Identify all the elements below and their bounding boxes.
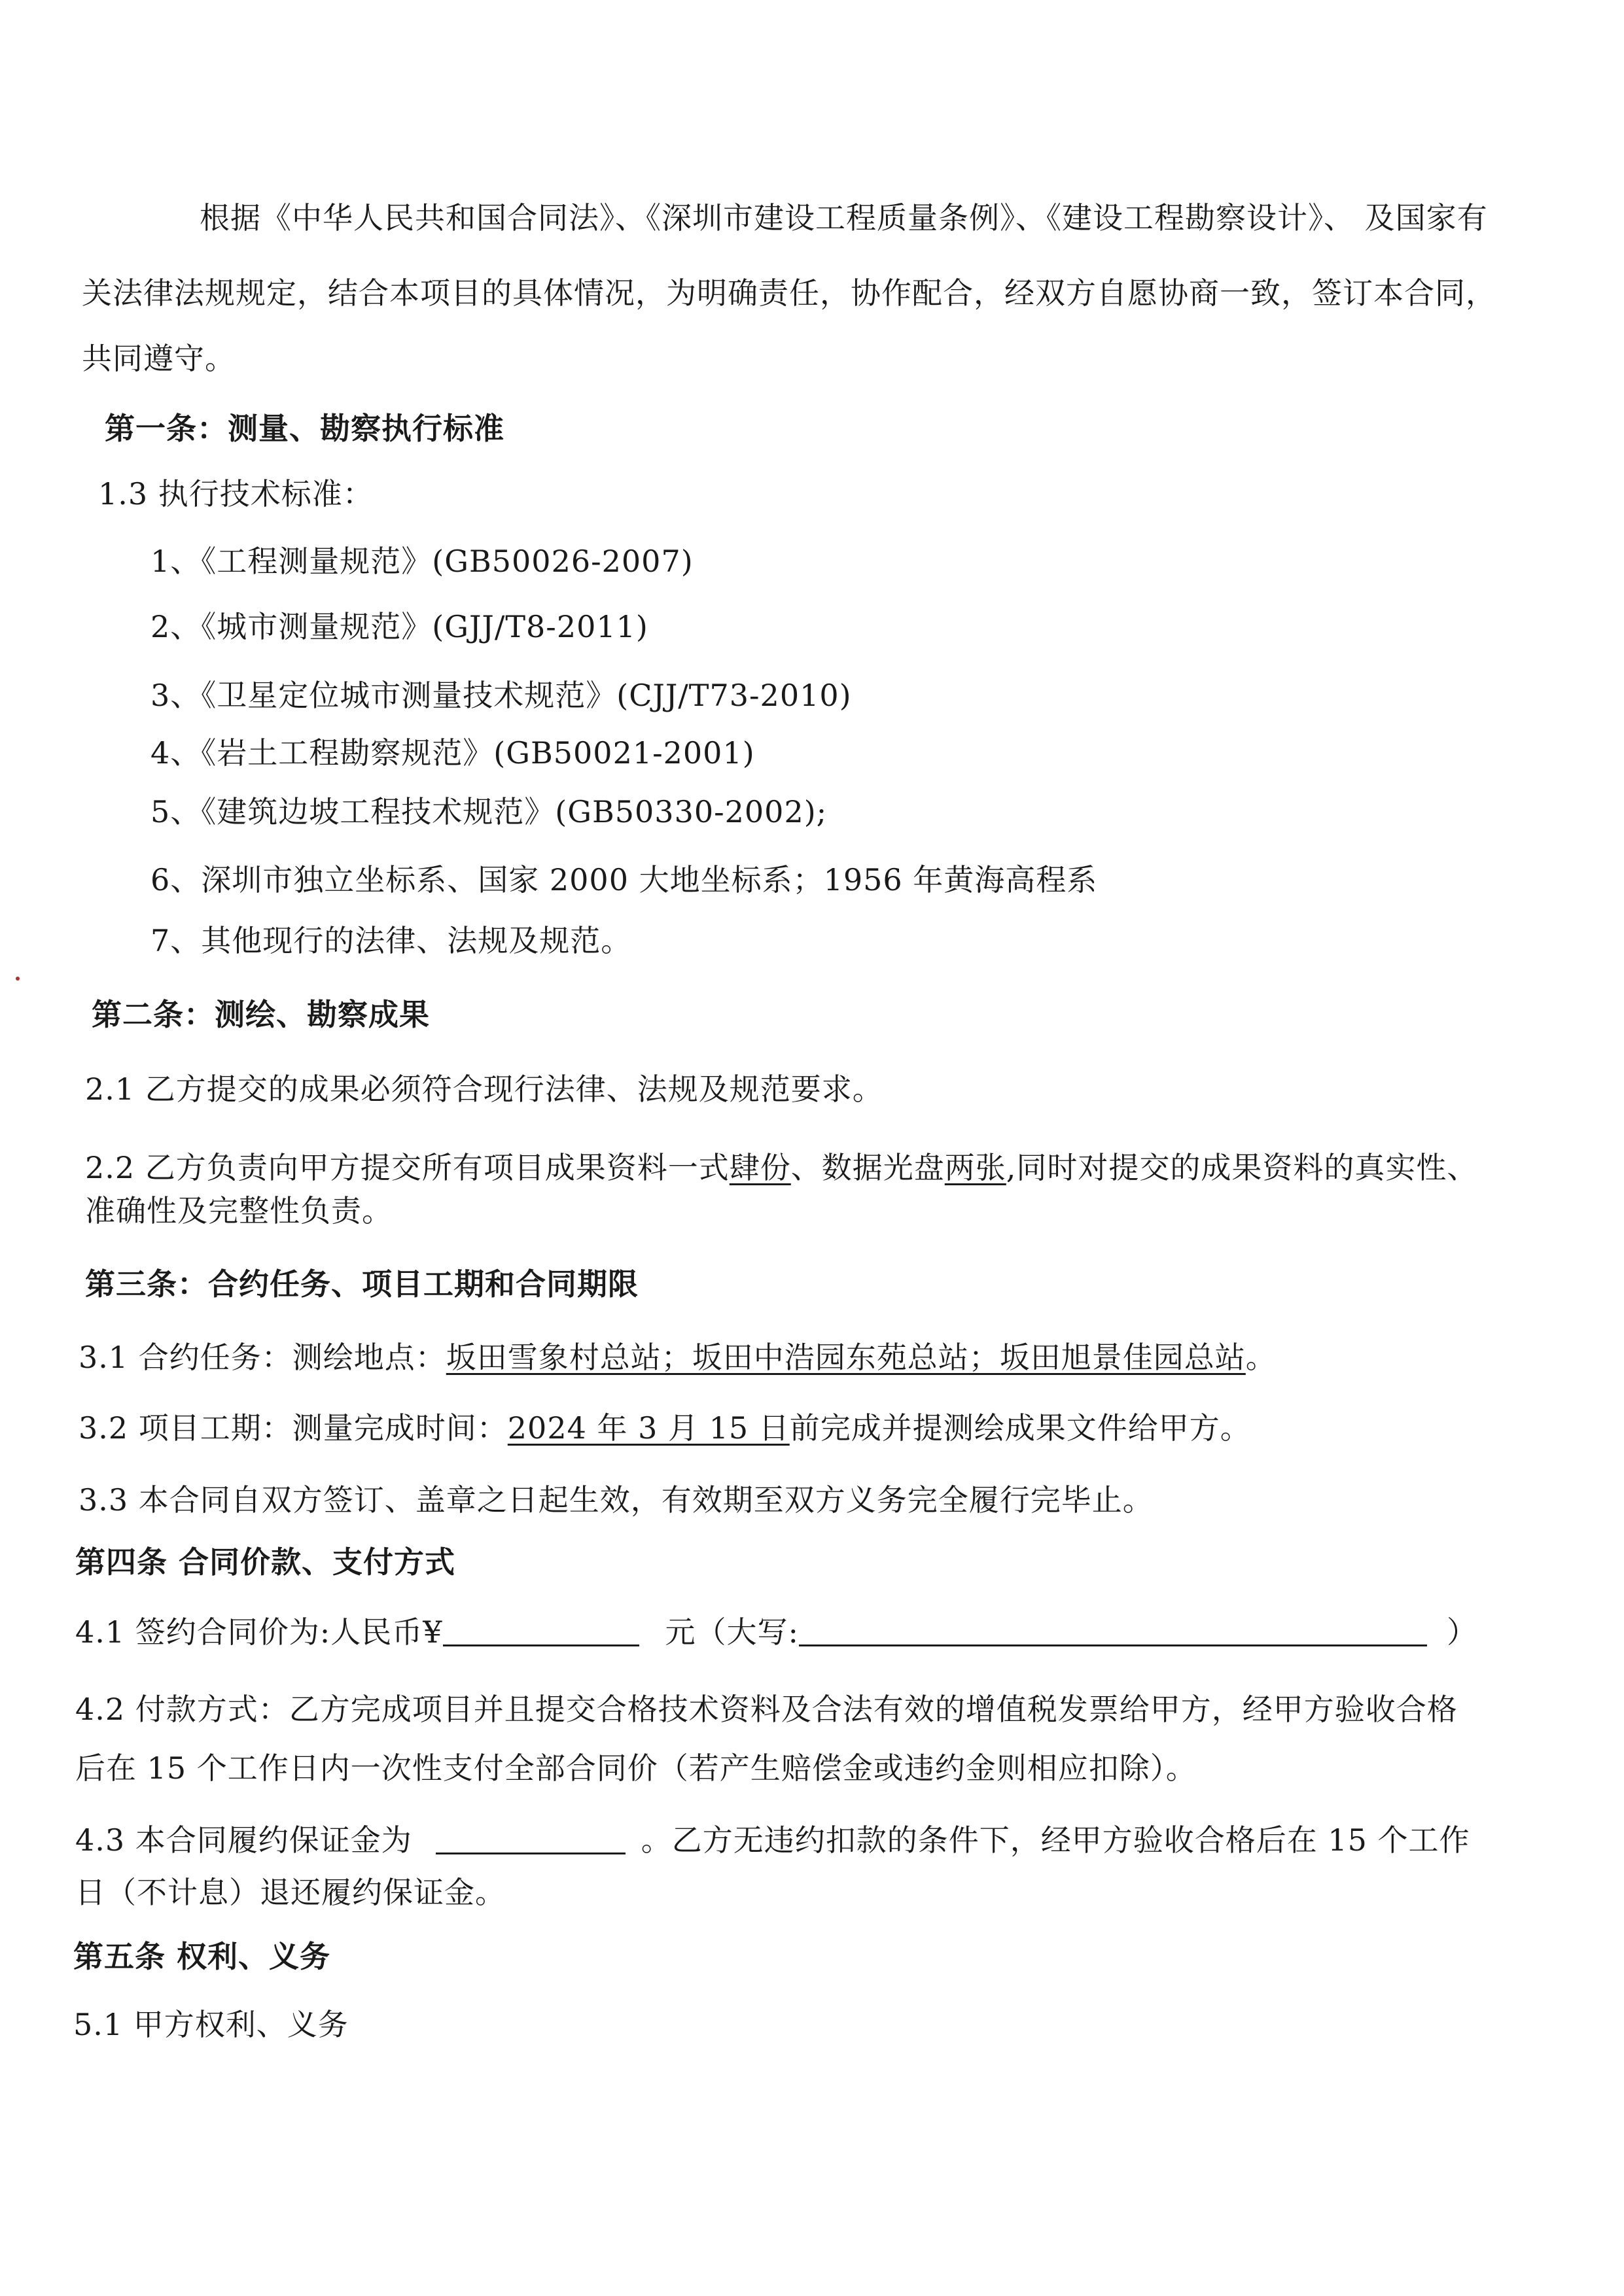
standard-item-1: 1、《工程测量规范》(GB50026-2007) <box>150 544 694 579</box>
clause-3-1: 3.1 合约任务：测绘地点：坂田雪象村总站；坂田中浩园东苑总站；坂田旭景佳园总站。 <box>79 1340 1277 1375</box>
performance-bond-field[interactable] <box>436 1826 626 1854</box>
preamble-line-2: 关法律法规规定，结合本项目的具体情况，为明确责任，协作配合，经双方自愿协商一致，签订本合同， <box>82 275 1496 311</box>
standard-item-2: 2、《城市测量规范》(GJJ/T8-2011) <box>150 609 648 644</box>
article-1-subheading: 1.3 执行技术标准： <box>98 476 374 512</box>
contract-price-words-field[interactable] <box>799 1618 1427 1646</box>
article-5-heading: 第五条 权利、义务 <box>73 1939 331 1974</box>
article-2-heading: 第二条：测绘、勘察成果 <box>92 997 430 1032</box>
copies-count: 肆份 <box>729 1150 791 1185</box>
standard-item-3: 3、《卫星定位城市测量技术规范》(CJJ/T73-2010) <box>150 678 852 713</box>
clause-3-3: 3.3 本合同自双方签订、盖章之日起生效，有效期至双方义务完全履行完毕止。 <box>79 1482 1154 1518</box>
disc-count: 两张 <box>944 1150 1006 1185</box>
clause-2-2-line-2: 准确性及完整性负责。 <box>85 1193 393 1228</box>
scan-speck <box>16 977 20 981</box>
clause-2-2-line-1: 2.2 乙方负责向甲方提交所有项目成果资料一式肆份、数据光盘两张,同时对提交的成果资料的真实性、 <box>85 1150 1478 1185</box>
survey-locations: 坂田雪象村总站；坂田中浩园东苑总站；坂田旭景佳园总站 <box>446 1340 1246 1375</box>
clause-4-3-line-2: 日（不计息）退还履约保证金。 <box>75 1875 506 1910</box>
standard-item-7: 7、其他现行的法律、法规及规范。 <box>150 923 632 958</box>
article-3-heading: 第三条：合约任务、项目工期和合同期限 <box>85 1266 639 1302</box>
preamble-line-1: 根据《中华人民共和国合同法》、《深圳市建设工程质量条例》、《建设工程勘察设计》、 及国家有 <box>200 200 1488 235</box>
clause-5-1: 5.1 甲方权利、义务 <box>73 2007 349 2042</box>
clause-4-2-line-1: 4.2 付款方式：乙方完成项目并且提交合格技术资料及合法有效的增值税发票给甲方，经甲方验收合格 <box>75 1692 1458 1727</box>
article-4-heading: 第四条 合同价款、支付方式 <box>75 1544 456 1580</box>
standard-item-6: 6、深圳市独立坐标系、国家 2000 大地坐标系；1956 年黄海高程系 <box>150 862 1098 897</box>
standard-item-5: 5、《建筑边坡工程技术规范》(GB50330-2002); <box>150 794 828 829</box>
clause-4-3-line-1: 4.3 本合同履约保证金为 。乙方无违约扣款的条件下，经甲方验收合格后在 15 个工作 <box>75 1822 1470 1858</box>
clause-4-2-line-2: 后在 15 个工作日内一次性支付全部合同价（若产生赔偿金或违约金则相应扣除）。 <box>75 1750 1197 1786</box>
standard-item-4: 4、《岩土工程勘察规范》(GB50021-2001) <box>150 735 755 771</box>
contract-price-field[interactable] <box>443 1618 639 1646</box>
clause-4-1: 4.1 签约合同价为:人民币¥ 元（大写: ） <box>75 1614 1478 1650</box>
clause-3-2: 3.2 项目工期：测量完成时间：2024 年 3 月 15 日前完成并提测绘成果文件给甲方。 <box>79 1410 1251 1446</box>
article-1-heading: 第一条：测量、勘察执行标准 <box>105 411 504 446</box>
preamble-line-3: 共同遵守。 <box>82 341 236 376</box>
completion-date: 2024 年 3 月 15 日 <box>507 1410 790 1446</box>
clause-2-1: 2.1 乙方提交的成果必须符合现行法律、法规及规范要求。 <box>85 1071 883 1107</box>
